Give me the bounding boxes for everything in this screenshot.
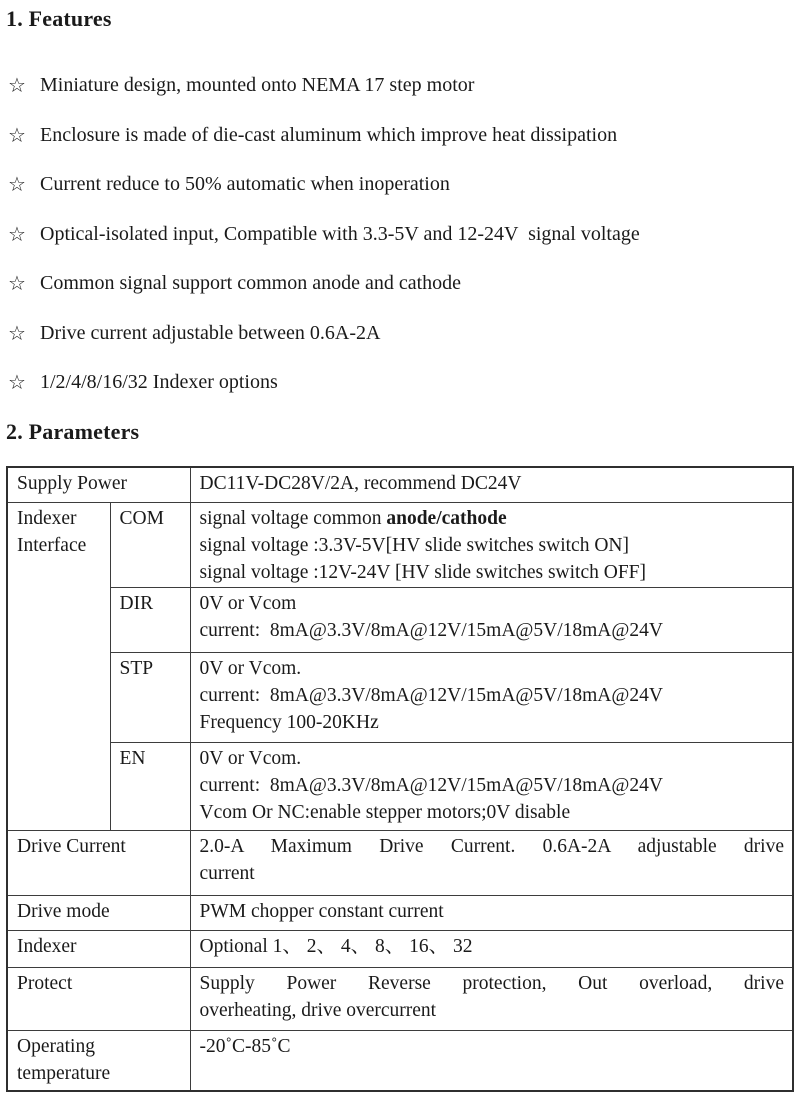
drive-current-label-cell: Drive Current: [7, 831, 190, 896]
protect-line-1: Supply Power Reverse protection, Out overload, drive: [199, 973, 784, 994]
feature-item: [6, 122, 792, 148]
signal-name-dir: DIR: [110, 588, 190, 653]
star-icon: ☆: [8, 320, 26, 345]
com-line-2: signal voltage :3.3V-5V[HV slide switches switch ON]: [199, 535, 629, 556]
drive-current-value-cell: [190, 831, 793, 896]
row-drive-mode: [7, 896, 793, 931]
feature-text: Drive current adjustable between 0.6A-2A: [40, 321, 381, 344]
star-icon: ☆: [8, 370, 26, 394]
row-en: [7, 743, 793, 831]
star-icon: ☆: [8, 271, 26, 295]
star-icon: ☆: [8, 73, 26, 97]
feature-item: [6, 171, 792, 197]
operating-temperature-label-cell: Operating temperature: [7, 1031, 190, 1091]
en-line-3: Vcom Or NC:enable stepper motors;0V disable: [199, 802, 571, 823]
row-protect: [7, 968, 793, 1031]
drive-mode-value-cell: PWM chopper constant current: [190, 896, 793, 931]
drive-current-line-1: 2.0-A Maximum Drive Current. 0.6A-2A adjustable drive: [199, 836, 784, 857]
supply-power-value-cell: DC11V-DC28V/2A, recommend DC24V: [190, 467, 793, 503]
feature-item: [6, 369, 792, 395]
com-value-cell: [190, 503, 793, 588]
dir-line-2: current: 8mA@3.3V/8mA@12V/15mA@5V/18mA@24V: [199, 620, 663, 641]
dir-line-1: 0V or Vcom: [199, 593, 297, 614]
parameters-table: [6, 466, 794, 1092]
star-icon: ☆: [8, 172, 26, 196]
feature-text: 1/2/4/8/16/32 Indexer options: [40, 371, 278, 393]
signal-name-stp: STP: [110, 653, 190, 743]
supply-power-label-cell: Supply Power: [7, 467, 190, 503]
row-dir: [7, 588, 793, 653]
stp-line-1: 0V or Vcom.: [199, 658, 302, 679]
star-icon: ☆: [8, 221, 26, 246]
indexer-value-cell: Optional 1、 2、 4、 8、 16、 32: [190, 931, 793, 968]
dir-value-cell: [190, 588, 793, 653]
parameters-heading: 2. Parameters: [6, 418, 140, 444]
stp-line-3: Frequency 100-20KHz: [199, 712, 379, 733]
feature-text: Enclosure is made of die-cast aluminum which improve heat dissipation: [40, 123, 618, 146]
stp-value-cell: [190, 653, 793, 743]
com-line-1: [200, 505, 785, 532]
row-drive-current: [7, 831, 793, 896]
com-line-1-bold: anode/cathode: [386, 508, 507, 529]
drive-current-line-2: current: [199, 863, 255, 884]
feature-item: [6, 320, 792, 346]
indexer-label-cell: Indexer: [7, 931, 190, 968]
feature-item: [6, 221, 792, 247]
feature-item: [6, 72, 792, 98]
feature-item: [6, 270, 792, 296]
signal-name-en: EN: [110, 743, 190, 831]
row-stp: [7, 653, 793, 743]
features-list: [6, 72, 792, 395]
features-heading: 1. Features: [6, 6, 112, 31]
star-icon: ☆: [8, 122, 26, 147]
feature-text: Optical-isolated input, Compatible with 3.3-5V and 12-24V signal voltage: [40, 222, 640, 245]
indexer-interface-label-cell: Indexer Interface: [7, 503, 110, 831]
operating-temperature-value-cell: -20˚C-85˚C: [190, 1031, 793, 1091]
protect-label-cell: Protect: [7, 968, 190, 1031]
en-line-2: current: 8mA@3.3V/8mA@12V/15mA@5V/18mA@24V: [199, 775, 663, 796]
com-line-1-text: signal voltage common: [199, 508, 387, 529]
feature-text: Current reduce to 50% automatic when inoperation: [40, 173, 450, 195]
en-value-cell: [190, 743, 793, 831]
en-line-1: 0V or Vcom.: [199, 748, 302, 769]
com-line-3: signal voltage :12V-24V [HV slide switches switch OFF]: [199, 562, 647, 583]
drive-mode-label-cell: Drive mode: [7, 896, 190, 931]
row-com: [7, 503, 793, 588]
row-indexer: [7, 931, 793, 968]
row-supply-power: [7, 467, 793, 503]
feature-text: Common signal support common anode and cathode: [40, 272, 462, 294]
signal-name-com: COM: [110, 503, 190, 588]
protect-value-cell: [190, 968, 793, 1031]
feature-text: Miniature design, mounted onto NEMA 17 step motor: [40, 74, 475, 96]
protect-line-2: overheating, drive overcurrent: [199, 1000, 437, 1021]
stp-line-2: current: 8mA@3.3V/8mA@12V/15mA@5V/18mA@24V: [199, 685, 663, 706]
row-operating-temperature: [7, 1031, 793, 1091]
